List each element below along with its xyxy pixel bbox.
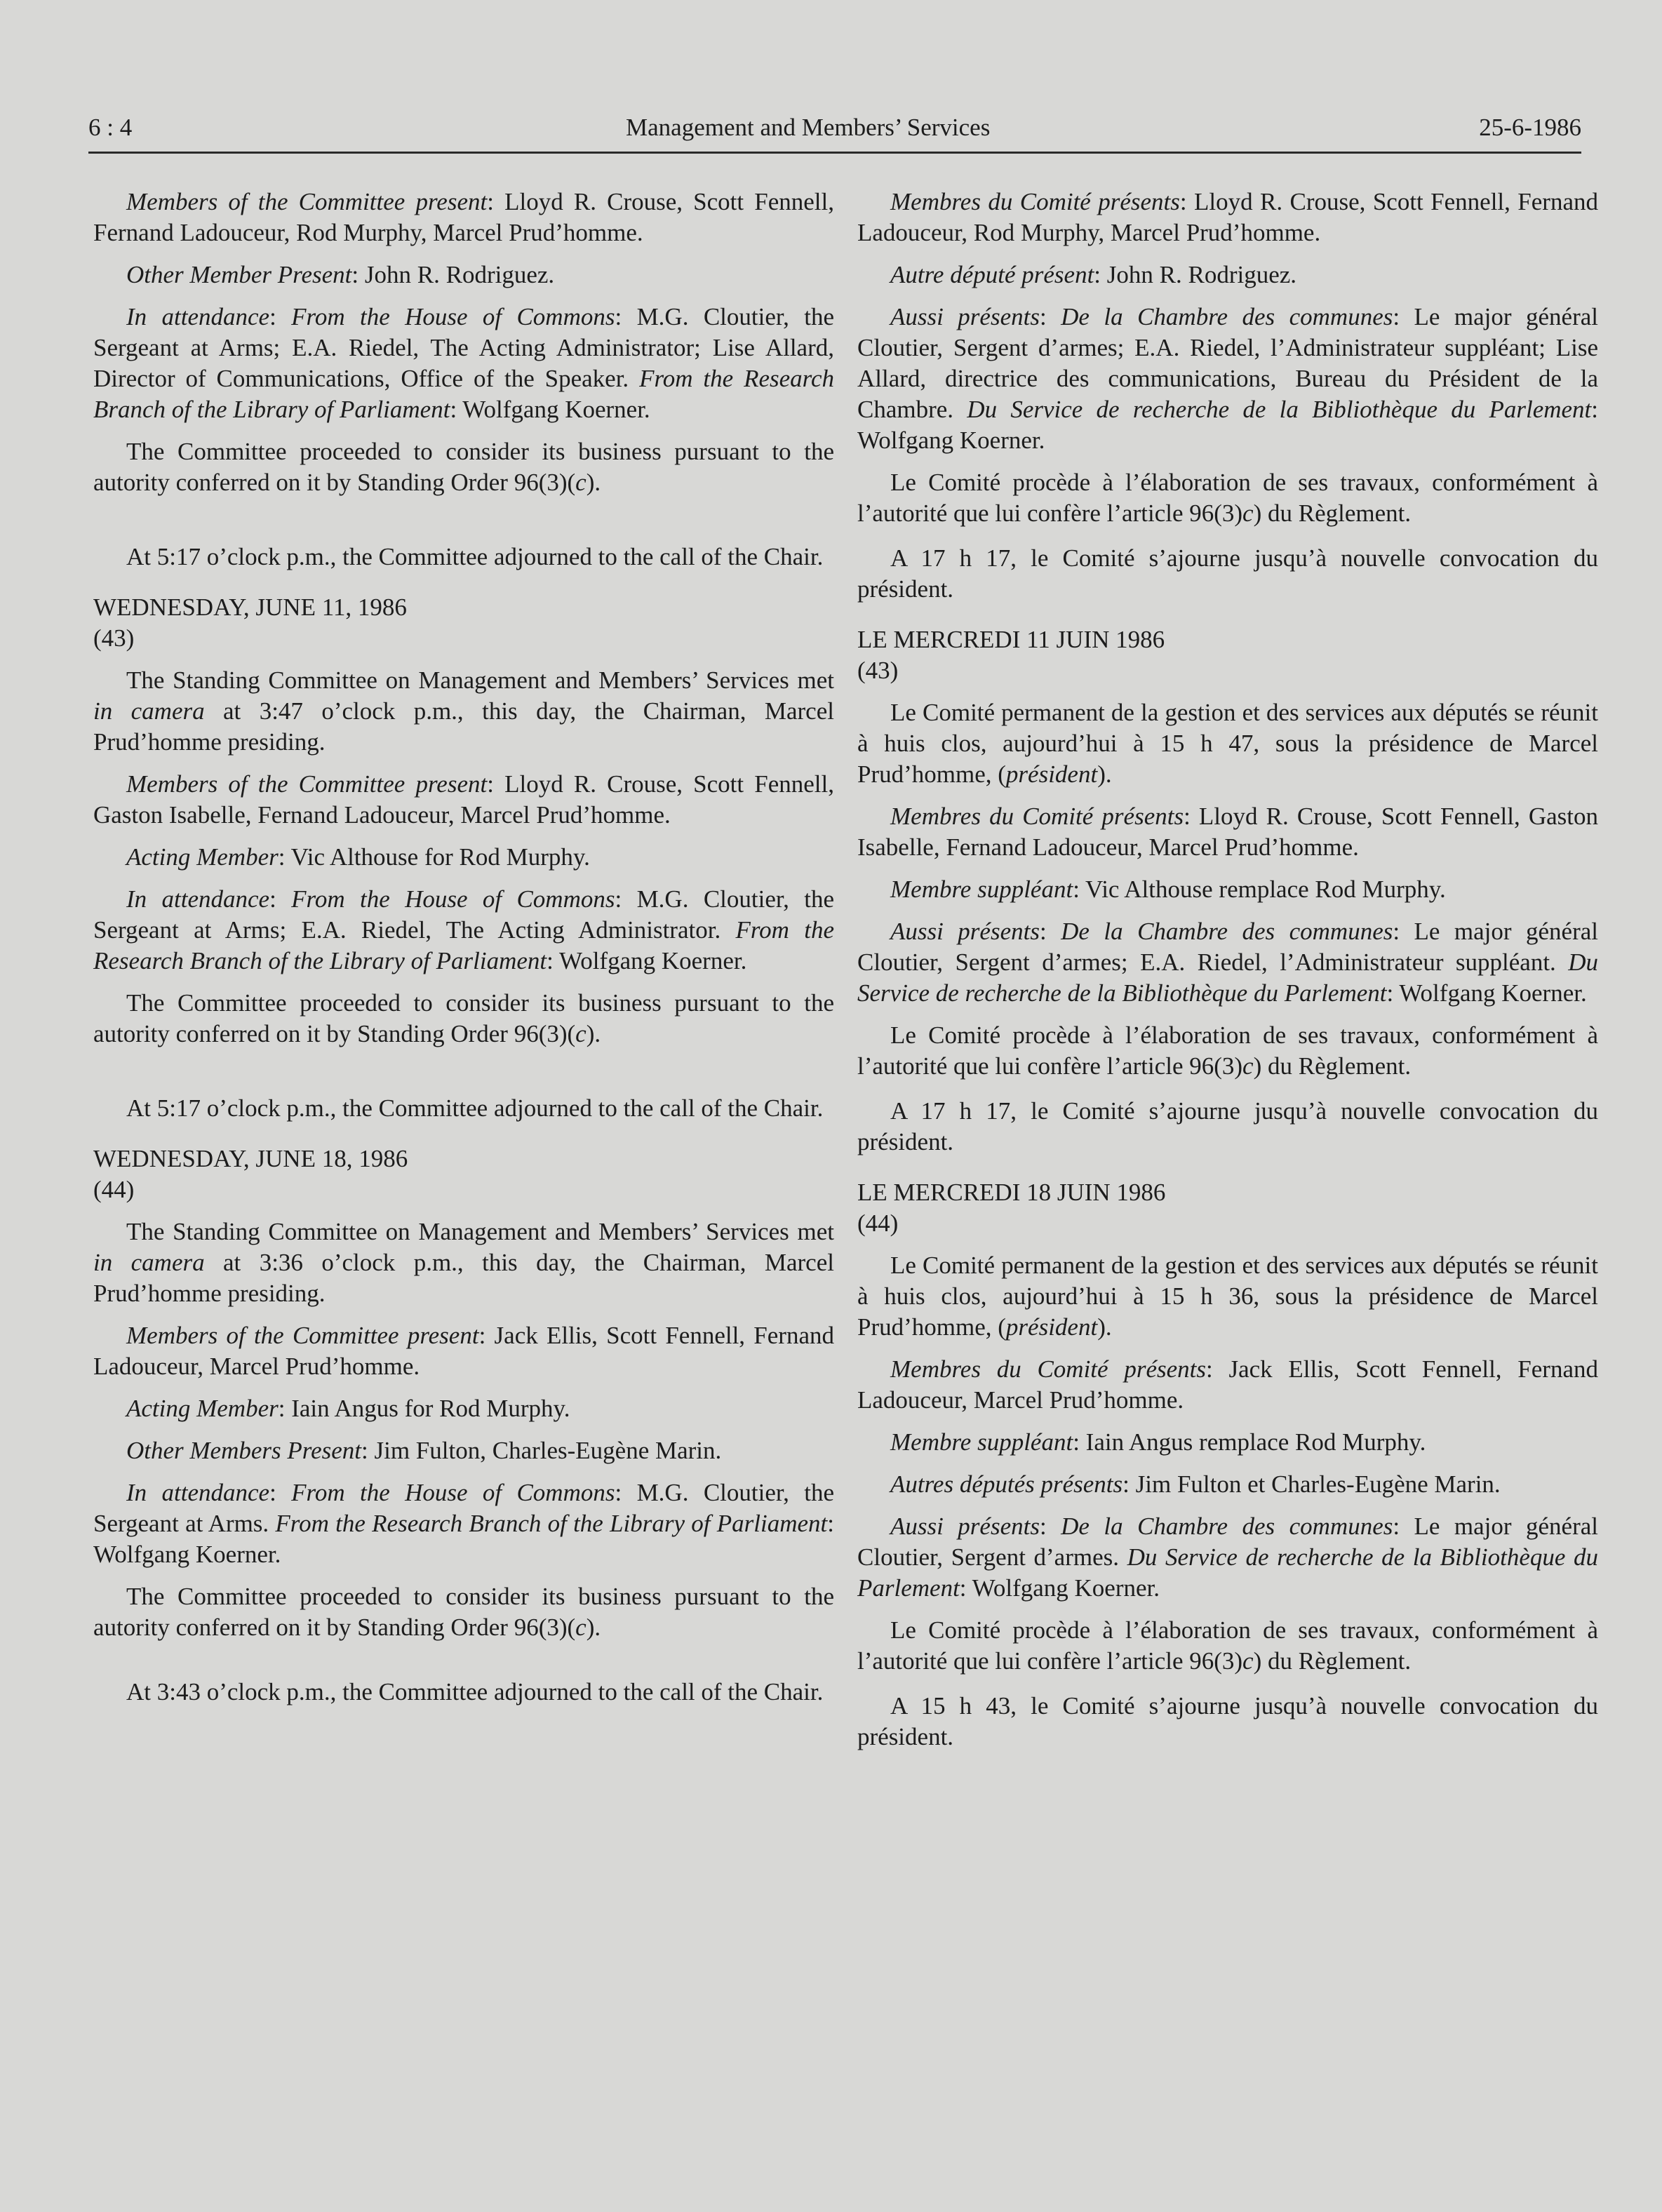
- in-attendance: In attendance: From the House of Commons: M.G. Cloutier, the Sergeant at Arms; E.A. Riedel, The Acting Administrator; Lise Allard, Director of Communications, Office of the Speaker. From the Research Branch of the Library of Parliament: Wolfgang Koerner.: [93, 303, 834, 423]
- business-statement: The Committee proceeded to consider its business pursuant to the autority conferred on it by Standing Order 96(3)(c).: [93, 1583, 834, 1641]
- acting-member: Acting Member: Vic Althouse for Rod Murphy.: [126, 843, 590, 871]
- business-statement: The Committee proceeded to consider its business pursuant to the autority conferred on it by Standing Order 96(3)(c).: [93, 989, 834, 1047]
- adjournment: At 5:17 o’clock p.m., the Committee adjourned to the call of the Chair.: [126, 543, 824, 570]
- members-present: Membres du Comité présents: Lloyd R. Crouse, Scott Fennell, Fernand Ladouceur, Rod Murphy, Marcel Prud’homme.: [857, 188, 1599, 246]
- english-column: [93, 187, 834, 1719]
- acting-member: Membre suppléant: Vic Althouse remplace Rod Murphy.: [890, 876, 1446, 903]
- adjournment: At 3:43 o’clock p.m., the Committee adjourned to the call of the Chair.: [126, 1678, 824, 1705]
- in-attendance: In attendance: From the House of Commons: M.G. Cloutier, the Sergeant at Arms; E.A. Riedel, The Acting Administrator. From the Research Branch of the Library of Parliament: Wolfgang Koerner.: [93, 885, 834, 974]
- page-header: [88, 114, 1581, 149]
- adjournment: A 15 h 43, le Comité s’ajourne jusqu’à nouvelle convocation du président.: [857, 1692, 1598, 1750]
- other-member: Other Member Present: John R. Rodriguez.: [126, 261, 555, 288]
- header-rule: [88, 152, 1581, 154]
- adjournment: A 17 h 17, le Comité s’ajourne jusqu’à nouvelle convocation du président.: [857, 544, 1598, 603]
- meeting-heading: LE MERCREDI 18 JUIN 1986 (44): [857, 1179, 1166, 1237]
- page-number: 6 : 4: [88, 114, 133, 141]
- meeting-heading: LE MERCREDI 11 JUIN 1986 (43): [857, 626, 1165, 684]
- members-present: Members of the Committee present: Lloyd R. Crouse, Scott Fennell, Gaston Isabelle, Fernand Ladouceur, Marcel Prud’homme.: [93, 770, 834, 829]
- members-present: Membres du Comité présents: Lloyd R. Crouse, Scott Fennell, Gaston Isabelle, Fernand Ladouceur, Marcel Prud’homme.: [857, 803, 1598, 861]
- running-title: Management and Members’ Services: [626, 114, 991, 141]
- members-present: Members of the Committee present: Lloyd R. Crouse, Scott Fennell, Fernand Ladouceur, Rod Murphy, Marcel Prud’homme.: [93, 188, 834, 246]
- business-statement: The Committee proceeded to consider its business pursuant to the autority conferred on it by Standing Order 96(3)(c).: [93, 438, 834, 496]
- other-member: Autre député présent: John R. Rodriguez.: [890, 261, 1297, 288]
- meeting-heading: WEDNESDAY, JUNE 11, 1986 (43): [93, 594, 407, 652]
- acting-member: Membre suppléant: Iain Angus remplace Rod Murphy.: [890, 1428, 1426, 1456]
- members-present: Members of the Committee present: Jack Ellis, Scott Fennell, Fernand Ladouceur, Marcel Prud’homme.: [93, 1322, 834, 1380]
- in-attendance: In attendance: From the House of Commons: M.G. Cloutier, the Sergeant at Arms. From the Research Branch of the Library of Parliament: Wolfgang Koerner.: [93, 1479, 834, 1568]
- business-statement: Le Comité procède à l’élaboration de ses travaux, conformément à l’autorité que lui confère l’article 96(3)c) du Règlement.: [857, 1616, 1598, 1675]
- french-column: [857, 187, 1598, 1764]
- other-members: Autres députés présents: Jim Fulton et Charles-Eugène Marin.: [890, 1470, 1501, 1498]
- in-attendance: Aussi présents: De la Chambre des communes: Le major général Cloutier, Sergent d’armes; E.A. Riedel, l’Administrateur suppléant. Du Service de recherche de la Bibliothèque du Parlement: Wolfgang Koerner.: [857, 918, 1598, 1007]
- meeting-intro: Le Comité permanent de la gestion et des services aux députés se réunit à huis clos, aujourd’hui à 15 h 47, sous la présidence de Marcel Prud’homme, (président).: [857, 699, 1598, 788]
- in-attendance: Aussi présents: De la Chambre des communes: Le major général Cloutier, Sergent d’armes. Du Service de recherche de la Bibliothèque du Parlement: Wolfgang Koerner.: [857, 1513, 1599, 1602]
- business-statement: Le Comité procède à l’élaboration de ses travaux, conformément à l’autorité que lui confère l’article 96(3)c) du Règlement.: [857, 1021, 1598, 1080]
- meeting-intro: The Standing Committee on Management and Members’ Services met in camera at 3:36 o’clock p.m., this day, the Chairman, Marcel Prud’homme presiding.: [93, 1218, 834, 1307]
- adjournment: A 17 h 17, le Comité s’ajourne jusqu’à nouvelle convocation du président.: [857, 1097, 1598, 1155]
- meeting-intro: Le Comité permanent de la gestion et des services aux députés se réunit à huis clos, aujourd’hui à 15 h 36, sous la présidence de Marcel Prud’homme, (président).: [857, 1252, 1598, 1341]
- in-attendance: Aussi présents: De la Chambre des communes: Le major général Cloutier, Sergent d’armes; E.A. Riedel, l’Administrateur suppléant; Lise Allard, directrice des communications, Bureau du Président de la Chambre. Du Service de recherche de la Bibliothèque du Parlement: Wolfgang Koerner.: [857, 303, 1598, 454]
- members-present: Membres du Comité présents: Jack Ellis, Scott Fennell, Fernand Ladouceur, Marcel Prud’homme.: [857, 1355, 1598, 1414]
- acting-member: Acting Member: Iain Angus for Rod Murphy.: [126, 1395, 570, 1422]
- header-date: 25-6-1986: [1479, 114, 1581, 141]
- meeting-heading: WEDNESDAY, JUNE 18, 1986 (44): [93, 1145, 408, 1203]
- adjournment: At 5:17 o’clock p.m., the Committee adjourned to the call of the Chair.: [126, 1094, 824, 1122]
- other-members: Other Members Present: Jim Fulton, Charles-Eugène Marin.: [126, 1437, 722, 1464]
- meeting-intro: The Standing Committee on Management and Members’ Services met in camera at 3:47 o’clock p.m., this day, the Chairman, Marcel Prud’homme presiding.: [93, 666, 834, 756]
- business-statement: Le Comité procède à l’élaboration de ses travaux, conformément à l’autorité que lui confère l’article 96(3)c) du Règlement.: [857, 469, 1598, 527]
